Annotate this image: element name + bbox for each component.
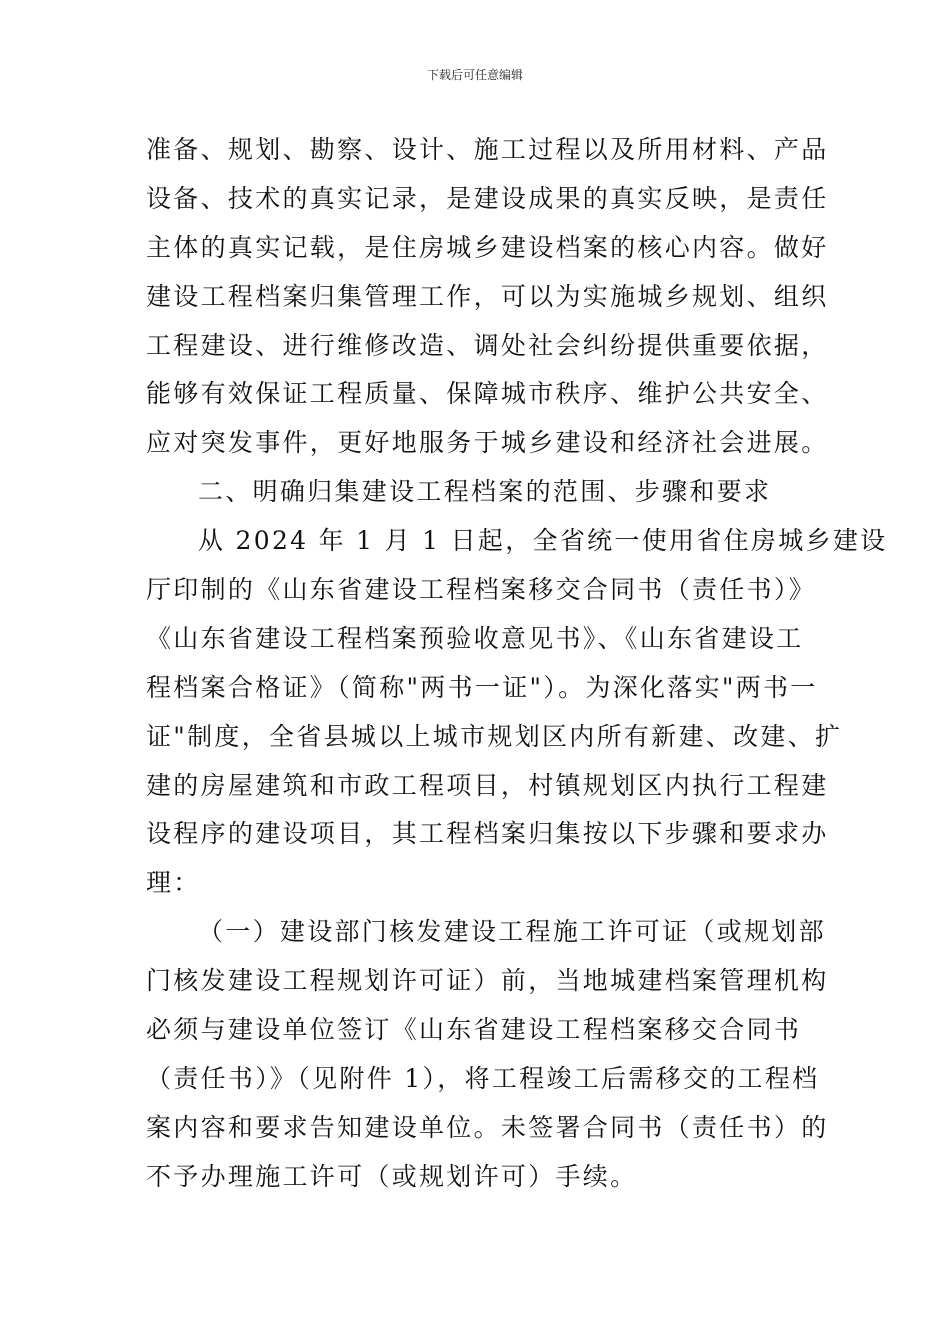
text-line: 能够有效保证工程质量、保障城市秩序、维护公共安全、 [146,379,829,409]
text-line: 厅印制的《山东省建设工程档案移交合同书（责任书）》 [146,575,817,605]
text-line: 案内容和要求告知建设单位。未签署合同书（责任书）的 [146,1112,829,1142]
text-line: 设程序的建设项目，其工程档案归集按以下步骤和要求办 [146,819,829,849]
text-line: 《山东省建设工程档案预验收意见书》、《山东省建设工 [146,623,804,653]
text-line: 证"制度，全省县城以上城市规划区内所有新建、改建、扩 [146,721,843,751]
text-line: 建设工程档案归集管理工作，可以为实施城乡规划、组织 [146,281,829,311]
page-header-note: 下载后可任意编辑 [426,68,523,82]
document-body [146,132,888,1208]
text-line: 理： [146,868,201,898]
text-line: 程档案合格证》（简称"两书一证"）。为深化落实"两书一 [146,672,818,702]
text-line: 工程建设、进行维修改造、调处社会纠纷提供重要依据， [146,330,829,360]
text-line: 应对突发事件，更好地服务于城乡建设和经济社会进展。 [146,428,829,458]
text-line: 设备、技术的真实记录，是建设成果的真实反映，是责任 [146,183,829,213]
text-line: 准备、规划、勘察、设计、施工过程以及所用材料、产品 [146,135,829,164]
text-line: 从 2024 年 1 月 1 日起，全省统一使用省住房城乡建设 [198,526,888,556]
text-line: 必须与建设单位签订《山东省建设工程档案移交合同书 [146,1015,802,1045]
section-heading: 二、明确归集建设工程档案的范围、步骤和要求 [198,477,772,507]
text-line: 不予办理施工许可（或规划许可）手续。 [146,1161,638,1191]
text-line: （责任书）》（见附件 1），将工程竣工后需移交的工程档 [146,1063,820,1093]
text-line: 主体的真实记载，是住房城乡建设档案的核心内容。做好 [146,232,829,262]
text-line: （一）建设部门核发建设工程施工许可证（或规划部 [198,917,826,947]
text-line: 建的房屋建筑和市政工程项目，村镇规划区内执行工程建 [146,770,829,800]
text-line: 门核发建设工程规划许可证）前，当地城建档案管理机构 [146,966,829,996]
